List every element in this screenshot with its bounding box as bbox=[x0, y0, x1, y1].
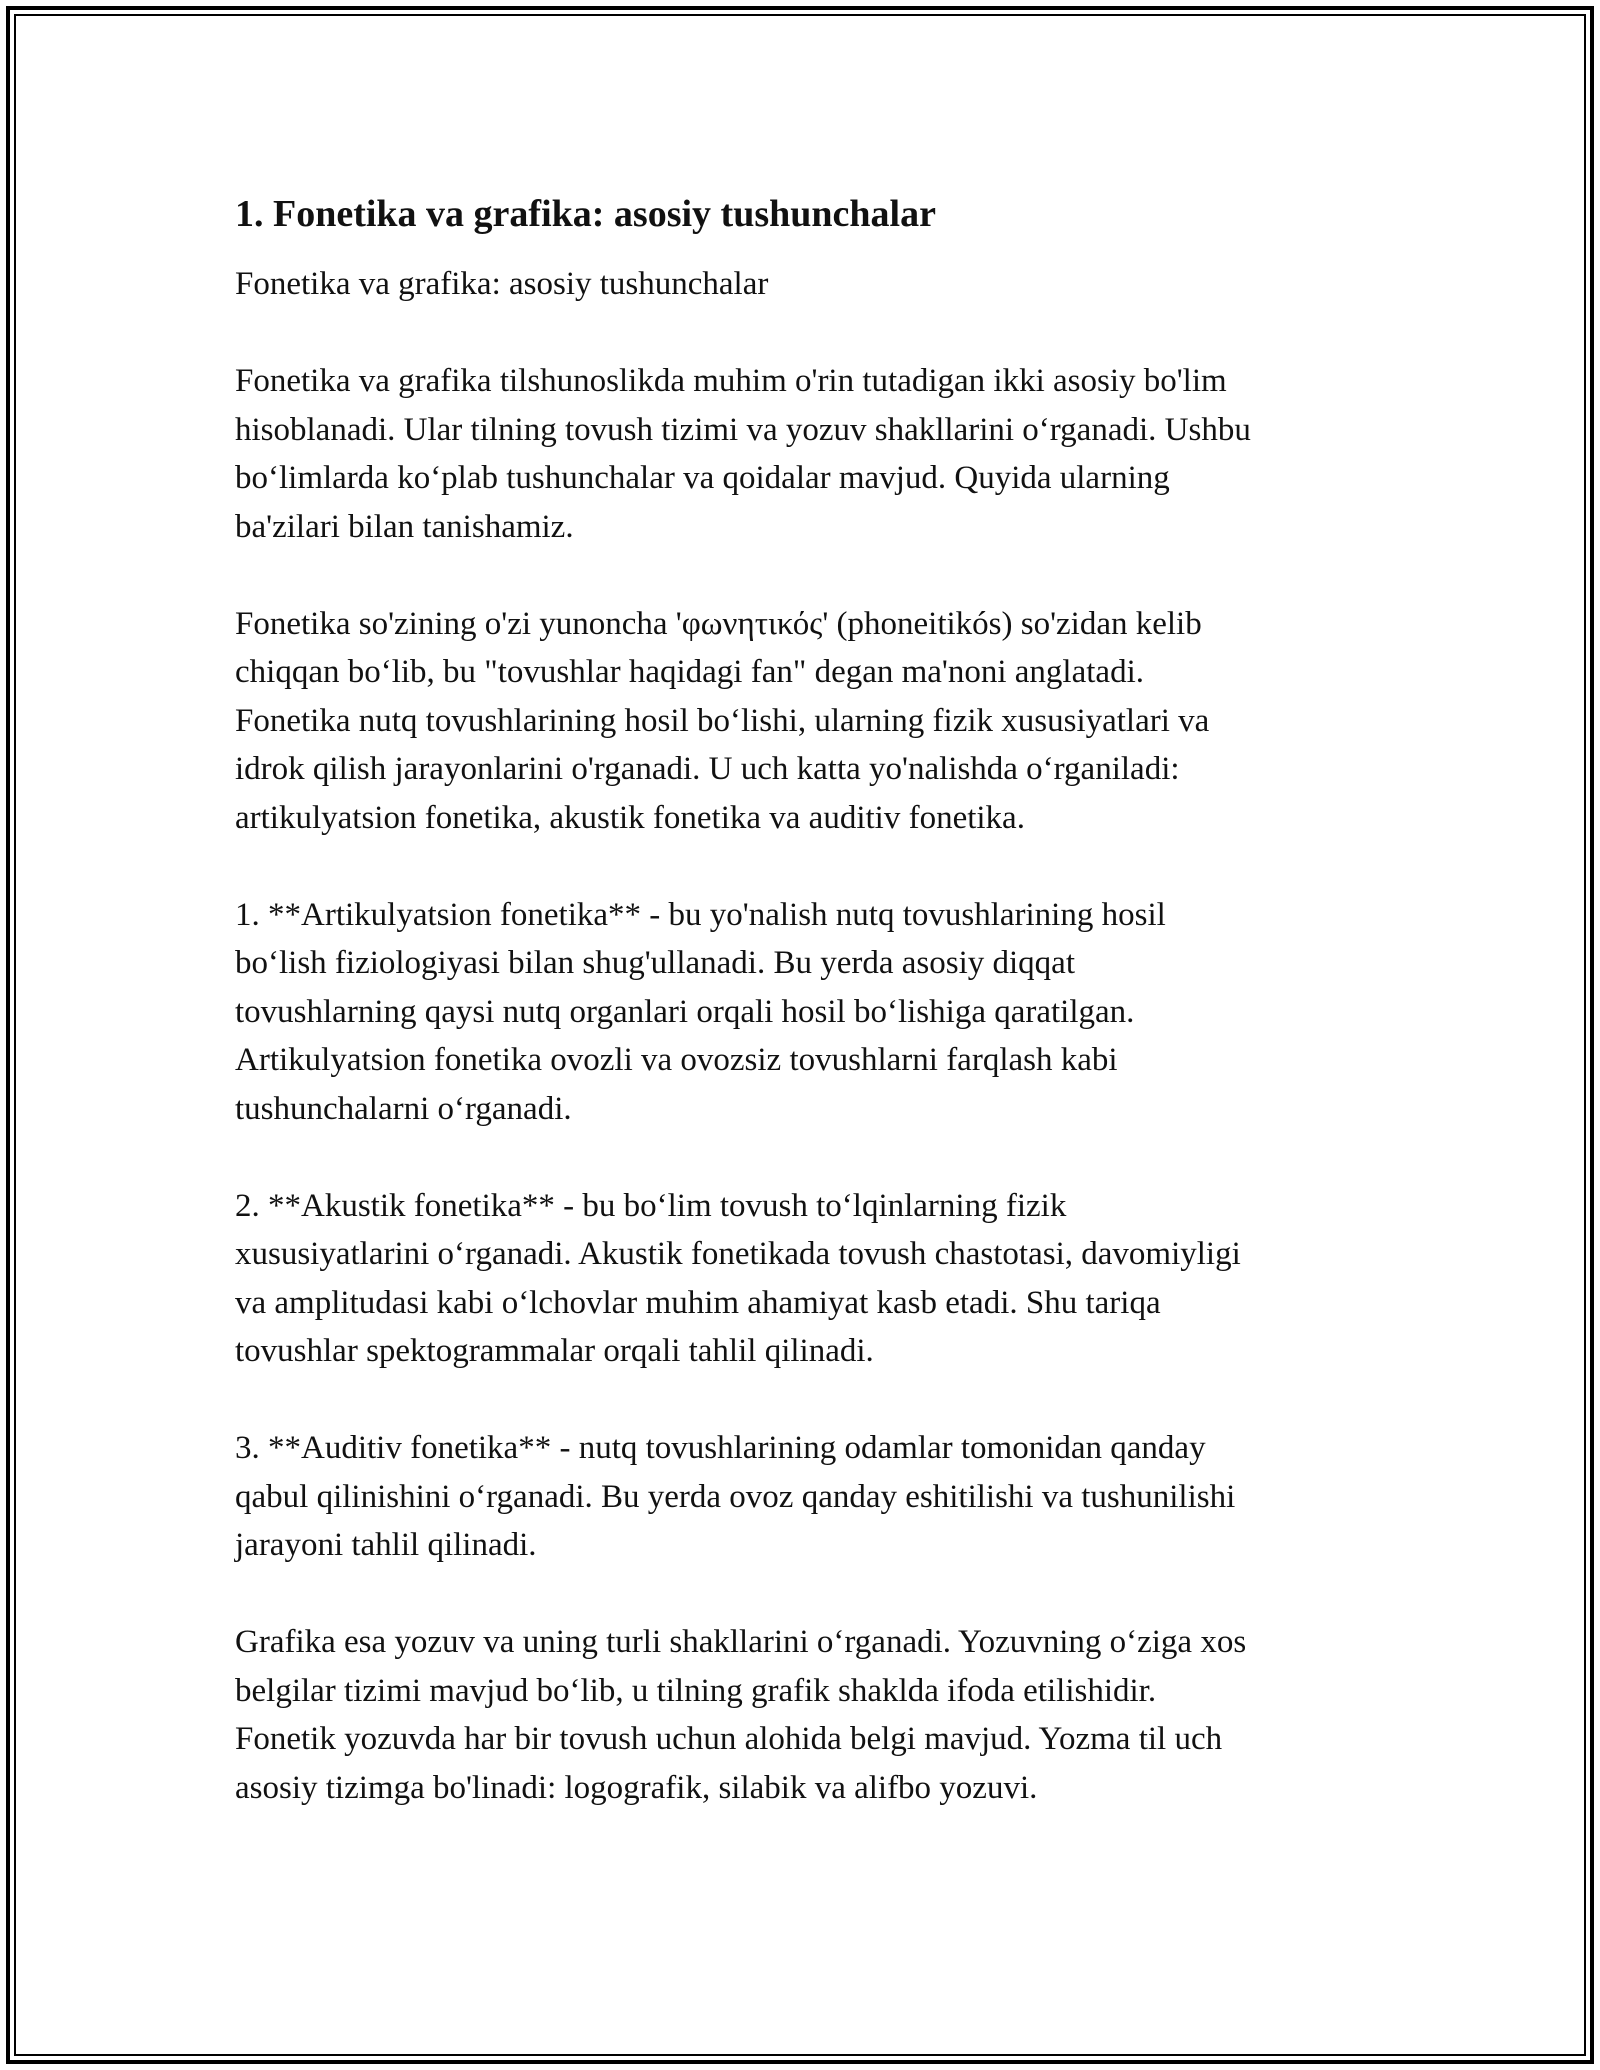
document-title: 1. Fonetika va grafika: asosiy tushunchalar bbox=[235, 193, 936, 235]
text-line: boʻlish fiziologiyasi bilan shug'ullanadi. Bu yerda asosiy diqqat bbox=[235, 945, 1075, 981]
text-line: hisoblanadi. Ular tilning tovush tizimi va yozuv shakllarini oʻrganadi. Ushbu bbox=[235, 411, 1251, 448]
text-line: chiqqan boʻlib, bu "tovushlar haqidagi fan" degan ma'noni anglatadi. bbox=[235, 654, 1144, 690]
paragraph-graphics bbox=[235, 1618, 1385, 1812]
text-line: boʻlimlarda koʻplab tushunchalar va qoidalar mavjud. Quyida ularning bbox=[235, 460, 1170, 496]
text-line: idrok qilish jarayonlarini o'rganadi. U uch katta yo'nalishda oʻrganiladi: bbox=[235, 751, 1180, 787]
text-line: jarayoni tahlil qilinadi. bbox=[235, 1527, 537, 1563]
text-line: tovushlar spektogrammalar orqali tahlil qilinadi. bbox=[235, 1333, 874, 1369]
text-line: va amplitudasi kabi oʻlchovlar muhim ahamiyat kasb etadi. Shu tariqa bbox=[235, 1284, 1161, 1321]
text-line: belgilar tizimi mavjud boʻlib, u tilning grafik shaklda ifoda etilishidir. bbox=[235, 1672, 1157, 1709]
paragraph-phonetics-definition bbox=[235, 600, 1385, 843]
text-line: tovushlarning qaysi nutq organlari orqali hosil boʻlishiga qaratilgan. bbox=[235, 993, 1135, 1030]
text-line: ba'zilari bilan tanishamiz. bbox=[235, 508, 574, 545]
text-line: Fonetik yozuvda har bir tovush uchun alohida belgi mavjud. Yozma til uch bbox=[235, 1721, 1223, 1757]
paragraph-auditory bbox=[235, 1424, 1385, 1570]
text-line: 2. **Akustik fonetika** - bu boʻlim tovush toʻlqinlarning fizik bbox=[235, 1187, 1067, 1224]
paragraph-articulatory bbox=[235, 891, 1385, 1134]
text-line: xususiyatlarini oʻrganadi. Akustik fonetikada tovush chastotasi, davomiyligi bbox=[235, 1236, 1241, 1272]
text-line: 1. **Artikulyatsion fonetika** - bu yo'nalish nutq tovushlarining hosil bbox=[235, 896, 1166, 933]
paragraph-acoustic bbox=[235, 1182, 1385, 1376]
text-line: Artikulyatsion fonetika ovozli va ovozsiz tovushlarni farqlash kabi bbox=[235, 1042, 1118, 1078]
text-line: Fonetika so'zining o'zi yunoncha 'φωνητικός' (phoneitikós) so'zidan kelib bbox=[235, 605, 1202, 642]
text-line: Fonetika nutq tovushlarining hosil boʻlishi, ularning fizik xususiyatlari va bbox=[235, 702, 1210, 739]
text-line: asosiy tizimga bo'linadi: logografik, silabik va alifbo yozuvi. bbox=[235, 1769, 1038, 1806]
paragraph-intro bbox=[235, 357, 1385, 551]
document-body bbox=[235, 186, 1385, 1812]
text-line: qabul qilinishini oʻrganadi. Bu yerda ovoz qanday eshitilishi va tushunilishi bbox=[235, 1478, 1236, 1515]
text-line: Grafika esa yozuv va uning turli shakllarini oʻrganadi. Yozuvning oʻziga xos bbox=[235, 1624, 1247, 1660]
document-subtitle: Fonetika va grafika: asosiy tushunchalar bbox=[235, 266, 769, 302]
text-line: Fonetika va grafika tilshunoslikda muhim o'rin tutadigan ikki asosiy bo'lim bbox=[235, 363, 1227, 399]
text-line: tushunchalarni oʻrganadi. bbox=[235, 1090, 572, 1127]
text-line: artikulyatsion fonetika, akustik fonetika va auditiv fonetika. bbox=[235, 799, 1025, 836]
text-line: 3. **Auditiv fonetika** - nutq tovushlarining odamlar tomonidan qanday bbox=[235, 1430, 1206, 1466]
